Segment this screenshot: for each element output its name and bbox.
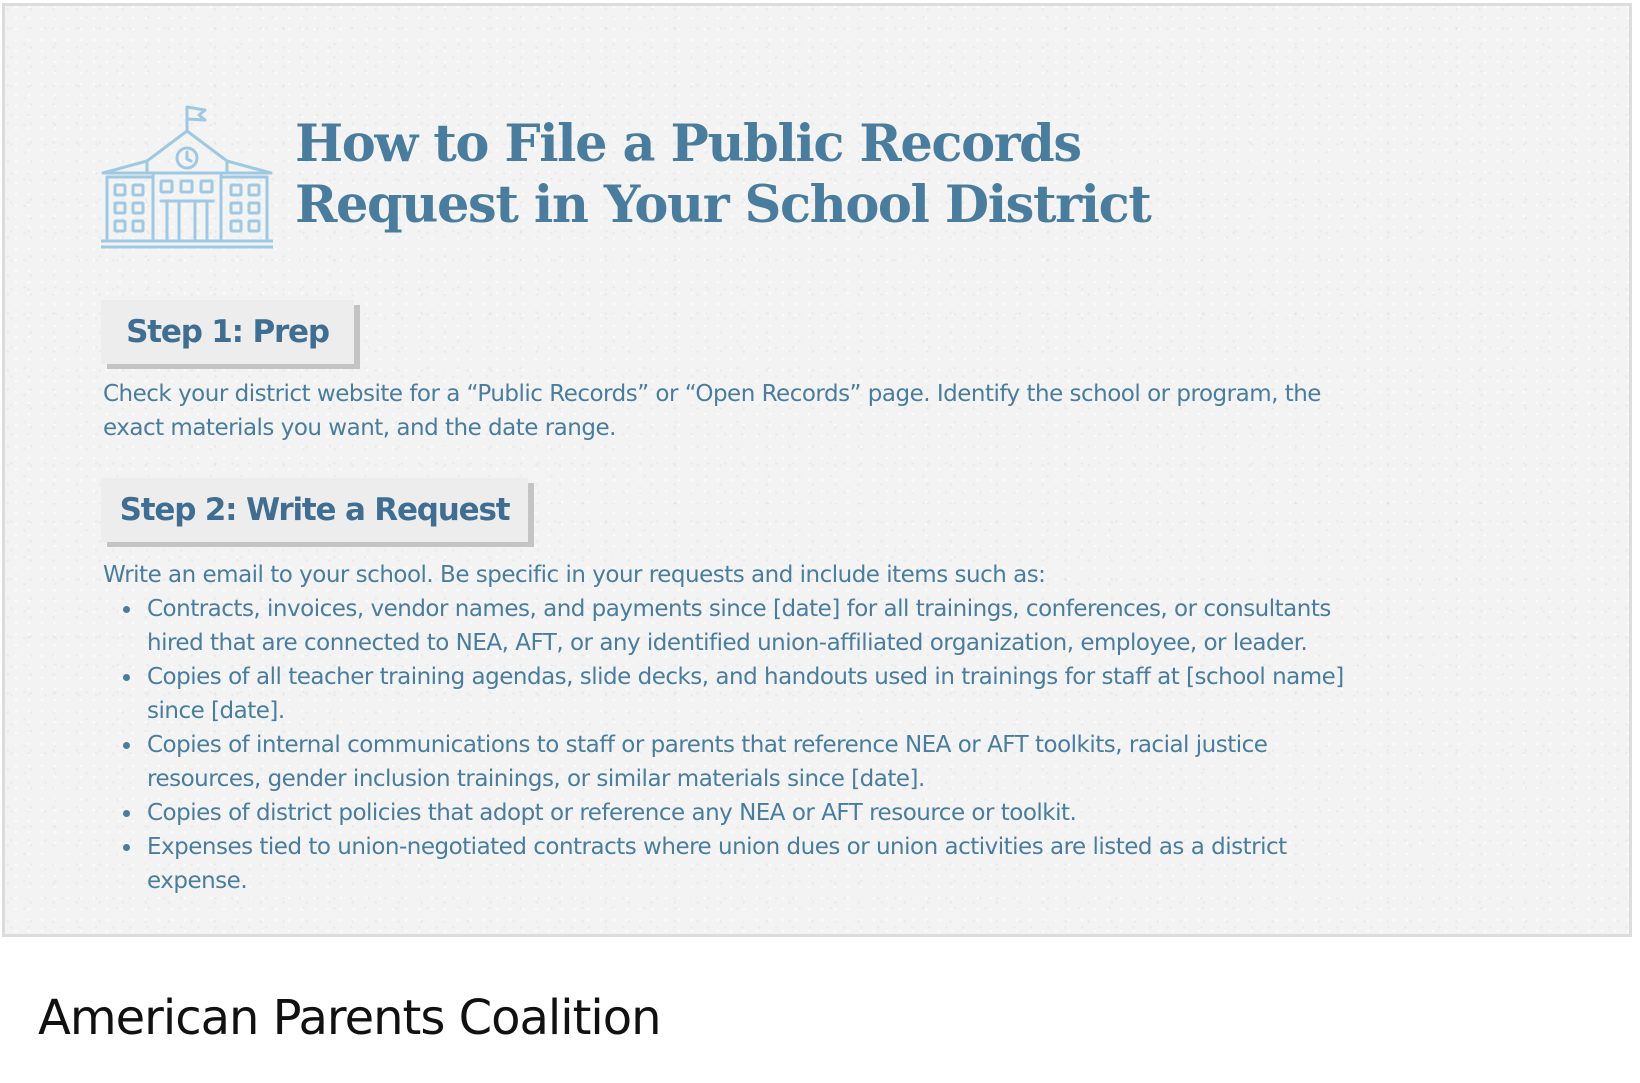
step-2-intro — [103, 558, 1045, 592]
intro-line: Write an email to your school. Be specific in your requests and include items such as: — [103, 562, 1046, 588]
list-item-line: hired that are connected to NEA, AFT, or any identified union-affiliated organization, employee, or leader. — [147, 630, 1308, 656]
list-item — [103, 728, 1344, 796]
bullet-icon — [123, 674, 130, 681]
school-building-icon — [101, 101, 273, 251]
list-item — [103, 796, 1344, 830]
title-line: How to File a Public Records — [295, 114, 1081, 174]
description-line: Check your district website for a “Public Records” or “Open Records” page. Identify the school or program, the — [103, 381, 1321, 407]
title-line: Request in Your School District — [295, 175, 1151, 235]
bullet-icon — [123, 606, 130, 613]
list-item — [103, 660, 1344, 728]
step-1-heading: Step 1: Prep — [101, 300, 354, 364]
description-line: exact materials you want, and the date range. — [103, 415, 616, 441]
list-item-line: expense. — [147, 868, 248, 894]
source-caption: American Parents Coalition — [38, 990, 661, 1046]
list-item-line: Copies of district policies that adopt or reference any NEA or AFT resource or toolkit. — [147, 800, 1077, 826]
list-item-line: Copies of internal communications to staff or parents that reference NEA or AFT toolkits, racial justice — [147, 732, 1268, 758]
request-items-list — [103, 592, 1344, 898]
list-item-line: resources, gender inclusion trainings, or similar materials since [date]. — [147, 766, 925, 792]
list-item-line: Copies of all teacher training agendas, slide decks, and handouts used in trainings for staff at [school name] — [147, 664, 1344, 690]
bullet-icon — [123, 844, 130, 851]
list-item — [103, 830, 1344, 898]
list-item — [103, 592, 1344, 660]
page-title — [295, 114, 1150, 236]
step-1-description — [103, 377, 1321, 445]
bullet-icon — [123, 810, 130, 817]
list-item-line: Expenses tied to union-negotiated contracts where union dues or union activities are listed as a district — [147, 834, 1287, 860]
bullet-icon — [123, 742, 130, 749]
list-item-line: since [date]. — [147, 698, 285, 724]
step-2-heading: Step 2: Write a Request — [101, 478, 528, 542]
list-item-line: Contracts, invoices, vendor names, and payments since [date] for all trainings, conferences, or consultants — [147, 596, 1331, 622]
infographic-card — [2, 3, 1632, 937]
